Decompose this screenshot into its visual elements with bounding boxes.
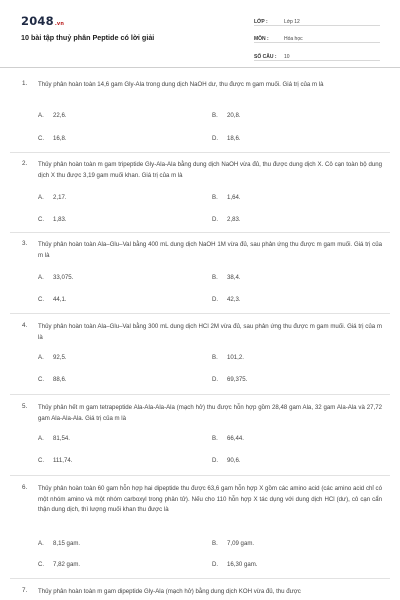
option-label: C. bbox=[38, 296, 45, 303]
question-text: Thủy phân hết m gam tetrapeptide Ala-Ala-Ala-Ala (mạch hở) thu được hỗn hợp gồm 28,48 gam Ala, 32 gam Ala-Ala và 27,72 gam Ala-Ala-Ala. Giá trị của m là bbox=[38, 404, 382, 422]
option-a[interactable] bbox=[38, 274, 73, 281]
question-divider bbox=[10, 152, 390, 153]
option-label: C. bbox=[38, 376, 45, 383]
option-a[interactable] bbox=[38, 112, 67, 119]
logo-text: 2048 bbox=[21, 14, 54, 28]
option-b[interactable] bbox=[212, 112, 241, 119]
option-c[interactable] bbox=[38, 561, 80, 568]
meta-subject-value: Hóa học bbox=[284, 36, 303, 42]
question-text: Thủy phân hoàn toàn Ala–Glu–Val bằng 400 mL dung dịch NaOH 1M vừa đủ, sau phản ứng thu được m gam muối. Giá trị của m là bbox=[38, 241, 382, 259]
question-text: Thủy phân hoàn toàn m gam dipeptide Gly-Ala (mạch hở) bằng dung dịch KOH vừa đủ, thu được bbox=[38, 588, 301, 595]
question-divider bbox=[10, 232, 390, 233]
option-d[interactable] bbox=[212, 561, 258, 568]
option-label: C. bbox=[38, 457, 45, 464]
option-label: B. bbox=[212, 274, 218, 281]
option-label: D. bbox=[212, 376, 219, 383]
option-text: 88,6. bbox=[53, 376, 67, 383]
option-d[interactable] bbox=[212, 135, 241, 142]
option-text: 16,30 gam. bbox=[227, 561, 258, 568]
meta-info bbox=[254, 12, 380, 65]
question-number: 4. bbox=[22, 322, 28, 329]
question-number: 5. bbox=[22, 403, 28, 410]
option-text: 101,2. bbox=[227, 354, 244, 361]
document-header bbox=[0, 0, 400, 62]
option-text: 42,3. bbox=[227, 296, 241, 303]
option-b[interactable] bbox=[212, 540, 254, 547]
question-number: 7. bbox=[22, 587, 28, 594]
meta-count-value: 10 bbox=[284, 53, 290, 60]
option-label: C. bbox=[38, 216, 45, 223]
option-d[interactable] bbox=[212, 296, 241, 303]
option-label: B. bbox=[212, 540, 218, 547]
option-b[interactable] bbox=[212, 354, 244, 361]
meta-class-key: LỚP : bbox=[254, 18, 268, 25]
meta-subject-key: MÔN : bbox=[254, 36, 269, 42]
meta-subject bbox=[254, 30, 380, 44]
option-text: 18,6. bbox=[227, 135, 241, 142]
question-number: 3. bbox=[22, 240, 28, 247]
option-text: 38,4. bbox=[227, 274, 241, 281]
option-c[interactable] bbox=[38, 216, 67, 223]
option-label: B. bbox=[212, 112, 218, 119]
option-b[interactable] bbox=[212, 194, 241, 201]
option-text: 7,82 gam. bbox=[53, 561, 81, 568]
option-text: 90,6. bbox=[227, 457, 241, 464]
option-text: 44,1. bbox=[53, 296, 67, 303]
option-label: D. bbox=[212, 561, 219, 568]
option-label: A. bbox=[38, 435, 44, 442]
question-text: Thủy phân hoàn toàn Ala–Glu–Val bằng 300 mL dung dịch HCl 2M vừa đủ, sau phản ứng thu được m gam muối. Giá trị của m là bbox=[38, 323, 382, 341]
document-title: 10 bài tập thuỷ phân Peptide có lời giải bbox=[21, 33, 155, 42]
option-label: C. bbox=[38, 561, 45, 568]
option-text: 16,8. bbox=[53, 135, 67, 142]
option-text: 2,17. bbox=[53, 194, 67, 201]
question-divider bbox=[10, 475, 390, 476]
option-b[interactable] bbox=[212, 274, 241, 281]
site-logo[interactable] bbox=[21, 14, 64, 28]
question-divider bbox=[10, 394, 390, 395]
option-label: C. bbox=[38, 135, 45, 142]
option-label: B. bbox=[212, 435, 218, 442]
option-b[interactable] bbox=[212, 435, 244, 442]
option-label: B. bbox=[212, 354, 218, 361]
option-text: 69,375. bbox=[227, 376, 248, 383]
logo-suffix: .vn bbox=[54, 21, 65, 27]
option-label: A. bbox=[38, 274, 44, 281]
option-text: 7,09 gam. bbox=[227, 540, 255, 547]
option-text: 22,6. bbox=[53, 112, 67, 119]
option-c[interactable] bbox=[38, 135, 67, 142]
question-number: 1. bbox=[22, 80, 28, 87]
question-number: 6. bbox=[22, 484, 28, 491]
option-text: 92,5. bbox=[53, 354, 67, 361]
option-text: 66,44. bbox=[227, 435, 244, 442]
option-d[interactable] bbox=[212, 376, 247, 383]
option-label: A. bbox=[38, 112, 44, 119]
option-a[interactable] bbox=[38, 540, 80, 547]
option-text: 2,83. bbox=[227, 216, 241, 223]
meta-class-value: Lớp 12 bbox=[284, 18, 300, 25]
option-d[interactable] bbox=[212, 457, 241, 464]
option-text: 33,075. bbox=[53, 274, 74, 281]
option-label: A. bbox=[38, 540, 44, 547]
option-label: D. bbox=[212, 135, 219, 142]
question-divider bbox=[10, 578, 390, 579]
option-text: 81,54. bbox=[53, 435, 70, 442]
meta-class bbox=[254, 12, 380, 26]
option-label: A. bbox=[38, 194, 44, 201]
option-text: 1,83. bbox=[53, 216, 67, 223]
option-label: D. bbox=[212, 457, 219, 464]
question-text: Thủy phân hoàn toàn 60 gam hỗn hợp hai dipeptide thu được 63,6 gam hỗn hợp X gồm các amino acid (các amino acid chỉ có một nhóm amino và một nhóm carboxyl trong phân tử). Nếu cho 110 hỗn hợp X tác dụng với dung dịch HCl (dư), cô cạn cẩn thận dung dịch, thì lượng muối khan thu được là bbox=[38, 485, 382, 514]
option-a[interactable] bbox=[38, 194, 67, 201]
option-a[interactable] bbox=[38, 435, 70, 442]
option-text: 20,8. bbox=[227, 112, 241, 119]
option-c[interactable] bbox=[38, 457, 72, 464]
question-divider bbox=[10, 313, 390, 314]
option-label: D. bbox=[212, 296, 219, 303]
question-number: 2. bbox=[22, 160, 28, 167]
option-d[interactable] bbox=[212, 216, 241, 223]
option-text: 1,64. bbox=[227, 194, 241, 201]
option-label: D. bbox=[212, 216, 219, 223]
meta-count bbox=[254, 47, 380, 61]
question-text: Thủy phân hoàn toàn m gam tripeptide Gly-Ala-Ala bằng dung dịch NaOH vừa đủ, thu được dung dịch X. Cô cạn toàn bộ dung dịch X thu được 3,19 gam muối khan. Giá trị của m là bbox=[38, 161, 382, 179]
meta-count-key: SỐ CÂU : bbox=[254, 53, 277, 60]
option-text: 8,15 gam. bbox=[53, 540, 81, 547]
option-a[interactable] bbox=[38, 354, 67, 361]
question-text: Thủy phân hoàn toàn 14,6 gam Gly-Ala trong dung dịch NaOH dư, thu được m gam muối. Giá trị của m là bbox=[38, 81, 324, 88]
option-label: A. bbox=[38, 354, 44, 361]
header-divider bbox=[0, 67, 400, 68]
option-label: B. bbox=[212, 194, 218, 201]
option-c[interactable] bbox=[38, 296, 67, 303]
option-c[interactable] bbox=[38, 376, 67, 383]
option-text: 111,74. bbox=[53, 457, 73, 464]
